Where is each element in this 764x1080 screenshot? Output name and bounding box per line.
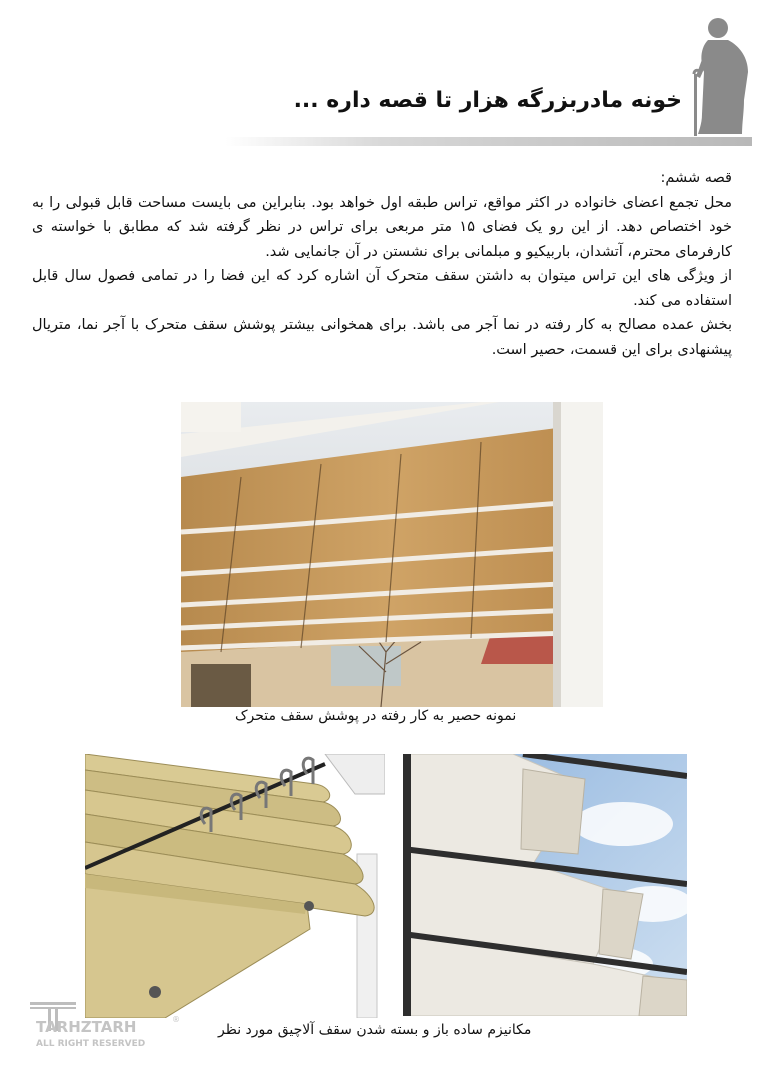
tarhztarh-logo xyxy=(30,1000,180,1052)
page-title: خونه مادربزرگه هزار تا قصه داره ... xyxy=(293,88,682,113)
logo-registered-mark: ® xyxy=(172,1015,180,1024)
story-heading: قصه ششم: xyxy=(660,170,732,186)
grandmother-silhouette-icon xyxy=(692,14,752,138)
story-paragraph-1: محل تجمع اعضای خانواده در اکثر مواقع، تراس طبقه اول خواهد بود. بنابراین می بایست مساحت قابل قبولی را به خود اختصاص دهد. از این رو یک فضای ۱۵ متر مربعی برای تراس در نظر گرفته شد که مطابق با خواسته ی کارفرمای محترم، آتشدان، باربیکیو و مبلمانی برای نشستن در آن جانمایی شد. xyxy=(32,194,732,260)
logo-tagline: ALL RIGHT RESERVED xyxy=(36,1039,146,1049)
logo-name: TARHZTARH xyxy=(36,1018,137,1036)
canopy-model-render xyxy=(85,754,385,1018)
story-paragraph-2: از ویژگی های این تراس میتوان به داشتن سقف متحرک آن اشاره کرد که این فضا را در تمامی فصول سال قابل استفاده می کند. xyxy=(32,268,732,309)
title-underline xyxy=(225,137,752,146)
caption-folding-mechanism: مکانیزم ساده باز و بسته شدن سقف آلاچیق مورد نظر xyxy=(218,1022,532,1038)
story-paragraph-3: بخش عمده مصالح به کار رفته در نما آجر می باشد. برای همخوانی بیشتر پوشش سقف متحرک با آجر نما، متریال پیشنهادی برای این قسمت، حصیر است. xyxy=(32,317,732,358)
reed-canopy-photo xyxy=(181,402,603,707)
caption-reed-canopy: نمونه حصیر به کار رفته در پوشش سقف متحرک xyxy=(235,708,517,724)
folding-canopy-photo xyxy=(403,754,687,1016)
story-text xyxy=(32,166,732,362)
